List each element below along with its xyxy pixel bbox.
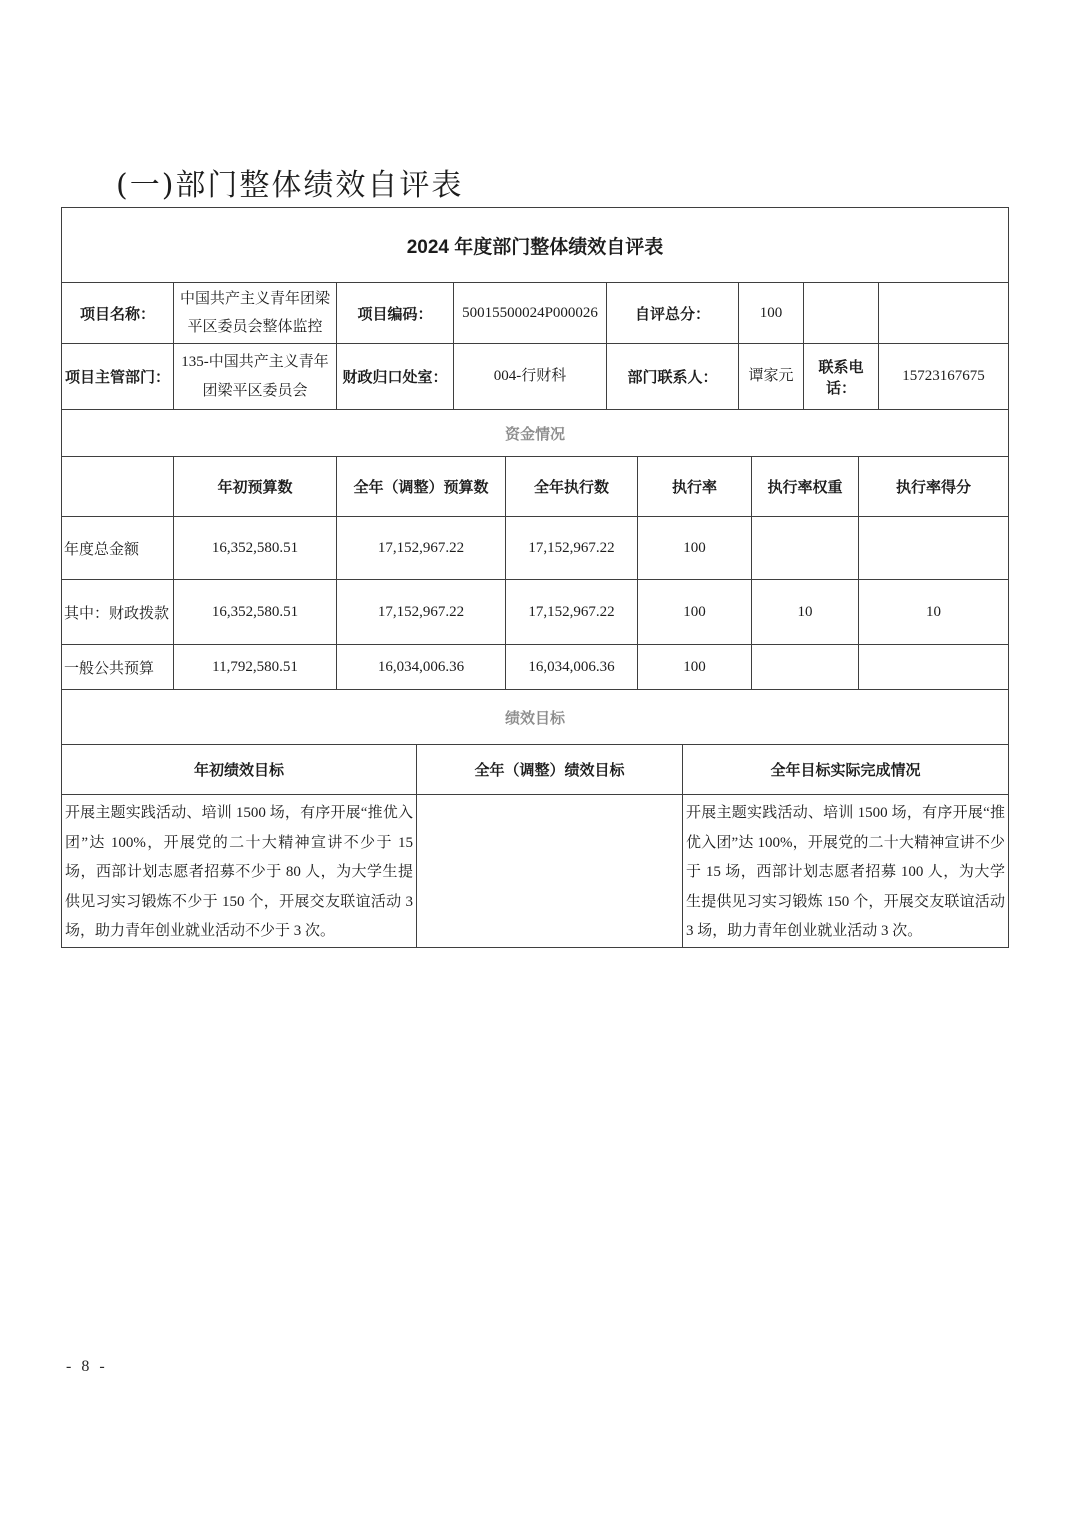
cell-value: 11,792,580.51 [174, 645, 337, 690]
funding-header-row [62, 457, 1009, 517]
contact-phone-value: 15723167675 [879, 344, 1009, 410]
cell-value: 16,034,006.36 [506, 645, 638, 690]
goals-header-row [62, 745, 1009, 795]
cell-value: 10 [752, 580, 859, 645]
initial-goal-text: 开展主题实践活动、培训 1500 场，有序开展“推优入团”达 100%，开展党的二十大精神宣讲不少于 15 场，西部计划志愿者招募不少于 80 人，为大学生提供见习实习锻炼不少于 150 个，开展交友联谊活动 3 场，助力青年创业就业活动不少于 3 次。 [62, 795, 417, 948]
project-name-value: 中国共产主义青年团梁平区委员会整体监控 [174, 283, 337, 344]
cell-value: 16,352,580.51 [174, 517, 337, 580]
table-row [62, 580, 1009, 645]
cell-value: 16,352,580.51 [174, 580, 337, 645]
funding-row-label: 一般公共预算 [62, 645, 174, 690]
funding-header-empty [62, 457, 174, 517]
cell-value: 16,034,006.36 [337, 645, 506, 690]
funding-table-section [61, 456, 1009, 690]
fiscal-office-value: 004-行财科 [454, 344, 607, 410]
funding-section-title: 资金情况 [62, 410, 1009, 457]
fiscal-office-label: 财政归口处室： [337, 344, 454, 410]
goals-band-section [61, 689, 1009, 745]
funding-row-label: 其中：财政拨款 [62, 580, 174, 645]
project-name-label: 项目名称： [62, 283, 174, 344]
cell-value: 100 [638, 517, 752, 580]
table-row [62, 795, 1009, 948]
self-score-label: 自评总分： [607, 283, 739, 344]
cell-value [752, 517, 859, 580]
table-row [62, 344, 1009, 410]
supervising-dept-label: 项目主管部门： [62, 344, 174, 410]
empty-cell [804, 283, 879, 344]
goals-header-actual: 全年目标实际完成情况 [683, 745, 1009, 795]
funding-band-section [61, 409, 1009, 457]
cell-value: 17,152,967.22 [506, 580, 638, 645]
contact-phone-label: 联系电话： [804, 344, 879, 410]
project-code-value: 50015500024P000026 [454, 283, 607, 344]
funding-header-exec-rate: 执行率 [638, 457, 752, 517]
project-code-label: 项目编码： [337, 283, 454, 344]
table-title: 2024 年度部门整体绩效自评表 [62, 208, 1009, 283]
funding-header-initial-budget: 年初预算数 [174, 457, 337, 517]
adjusted-goal-text [417, 795, 683, 948]
funding-header-adjusted-budget: 全年（调整）预算数 [337, 457, 506, 517]
section-heading: (一)部门整体绩效自评表 [116, 168, 464, 203]
project-info-section [61, 282, 1009, 410]
cell-value [859, 645, 1009, 690]
contact-person-value: 谭家元 [739, 344, 804, 410]
goals-header-adjusted: 全年（调整）绩效目标 [417, 745, 683, 795]
funding-row-label: 年度总金额 [62, 517, 174, 580]
funding-header-executed: 全年执行数 [506, 457, 638, 517]
empty-cell [879, 283, 1009, 344]
goals-table-section [61, 744, 1009, 948]
cell-value: 100 [638, 645, 752, 690]
table-row [62, 645, 1009, 690]
cell-value: 17,152,967.22 [337, 517, 506, 580]
self-score-value: 100 [739, 283, 804, 344]
table-row [62, 283, 1009, 344]
goals-header-initial: 年初绩效目标 [62, 745, 417, 795]
table-row [62, 517, 1009, 580]
cell-value [859, 517, 1009, 580]
self-eval-table [61, 207, 1008, 948]
cell-value: 10 [859, 580, 1009, 645]
cell-value: 17,152,967.22 [506, 517, 638, 580]
supervising-dept-value: 135-中国共产主义青年团梁平区委员会 [174, 344, 337, 410]
cell-value [752, 645, 859, 690]
goals-section-title: 绩效目标 [62, 690, 1009, 745]
actual-completion-text: 开展主题实践活动、培训 1500 场，有序开展“推优入团”达 100%，开展党的二十大精神宣讲不少于 15 场，西部计划志愿者招募 100 人，为大学生提供见习实习锻炼 150 个，开展交友联谊活动 3 场，助力青年创业就业活动 3 次。 [683, 795, 1009, 948]
funding-header-rate-weight: 执行率权重 [752, 457, 859, 517]
funding-header-rate-score: 执行率得分 [859, 457, 1009, 517]
contact-person-label: 部门联系人： [607, 344, 739, 410]
cell-value: 17,152,967.22 [337, 580, 506, 645]
table-title-section [61, 207, 1009, 283]
cell-value: 100 [638, 580, 752, 645]
page-number: - 8 - [66, 1358, 108, 1375]
